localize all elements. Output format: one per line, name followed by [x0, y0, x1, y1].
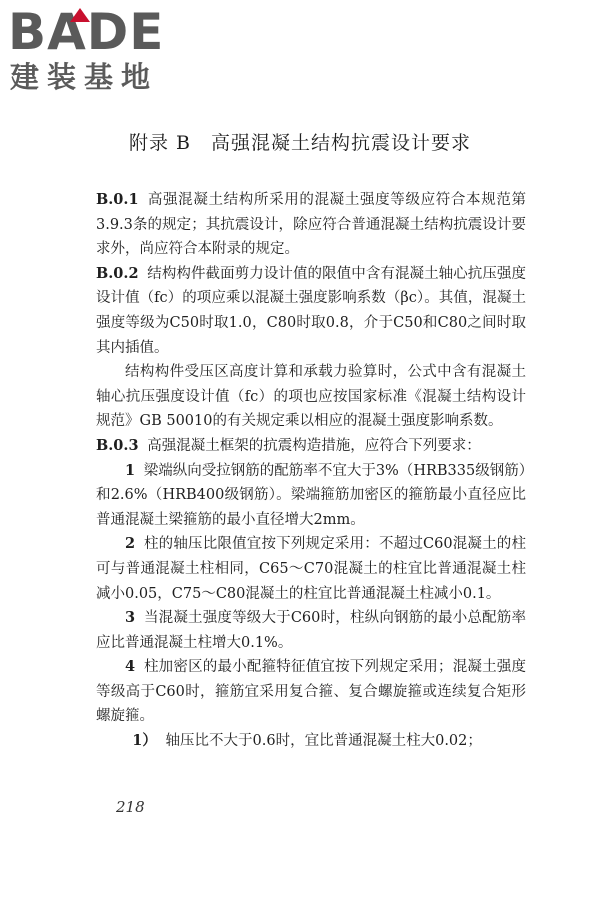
logo-subtitle: 建装基地	[10, 60, 159, 94]
item-3	[96, 606, 526, 655]
item-label: 1	[125, 461, 136, 479]
clause-b03	[96, 434, 526, 459]
clause-b01	[96, 188, 526, 262]
clause-text: 结构构件受压区高度计算和承载力验算时，公式中含有混凝土轴心抗压强度设计值（fc）的项也应按国家标准《混凝土结构设计规范》GB 50010的有关规定乘以相应的混凝土强度影响系数。	[96, 364, 526, 430]
document-body	[96, 188, 526, 754]
item-text: 柱的轴压比限值宜按下列规定采用：不超过C60混凝土的柱可与普通混凝土柱相同，C65～C70混凝土的柱宜比普通混凝土柱减小0.05，C75～C80混凝土的柱宜比普通混凝土柱减小0.1。	[96, 536, 526, 602]
item-label: 2	[125, 535, 136, 553]
clause-label: B.0.2	[96, 264, 139, 282]
appendix-title: 附录 B 高强混凝土结构抗震设计要求	[128, 132, 471, 154]
clause-label: B.0.3	[96, 436, 139, 454]
item-text: 梁端纵向受拉钢筋的配筋率不宜大于3%（HRB335级钢筋）和2.6%（HRB400级钢筋）。梁端箍筋加密区的箍筋最小直径应比普通混凝土梁箍筋的最小直径增大2mm。	[96, 462, 526, 528]
item-text: 柱加密区的最小配箍特征值宜按下列规定采用；混凝土强度等级高于C60时，箍筋宜采用复合箍、复合螺旋箍或连续复合矩形螺旋箍。	[96, 659, 526, 725]
item-label: 4	[125, 658, 136, 676]
sub-item-1	[96, 729, 526, 754]
clause-b02	[96, 262, 526, 360]
clause-b02-continued	[96, 360, 526, 434]
page-number: 218	[116, 798, 145, 816]
item-4	[96, 655, 526, 729]
item-2	[96, 532, 526, 606]
item-text: 当混凝土强度等级大于C60时，柱纵向钢筋的最小总配筋率应比普通混凝土柱增大0.1%。	[96, 610, 526, 651]
bade-logo	[8, 3, 178, 98]
sub-item-label: 1）	[132, 732, 157, 750]
clause-text: 高强混凝土结构所采用的混凝土强度等级应符合本规范第3.9.3条的规定；其抗震设计，除应符合普通混凝土结构抗震设计要求外，尚应符合本附录的规定。	[96, 192, 526, 258]
clause-text: 结构构件截面剪力设计值的限值中含有混凝土轴心抗压强度设计值（fc）的项应乘以混凝土强度影响系数（βc）。其值，混凝土强度等级为C50时取1.0，C80时取0.8，介于C50和C80之间时取其内插值。	[96, 265, 526, 356]
clause-label: B.0.1	[96, 191, 139, 208]
logo-wordmark: BADE	[8, 3, 165, 61]
logo-accent-triangle	[70, 8, 90, 22]
item-1	[96, 459, 526, 533]
sub-item-text: 轴压比不大于0.6时，宜比普通混凝土柱大0.02；	[165, 733, 482, 750]
clause-text: 高强混凝土框架的抗震构造措施，应符合下列要求：	[147, 437, 481, 454]
item-label: 3	[125, 609, 136, 627]
